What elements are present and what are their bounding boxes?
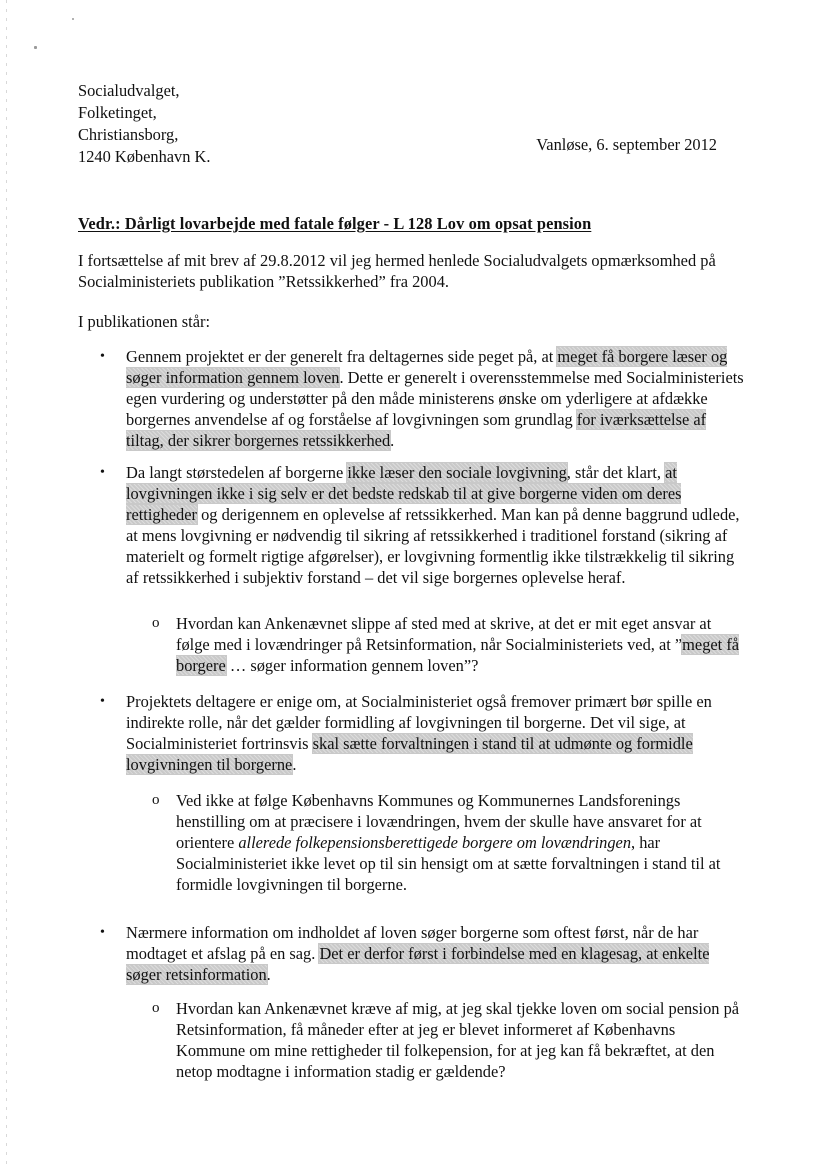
- highlighted-text: ikke læser den sociale lovgivning: [347, 463, 567, 482]
- quote-text: Projektets deltagere er enige om, at Socialministeriet også fremover primært bør spille en indirekte rolle, når det gælder formidling af lovgivningen til borgerne. Det vil sige, at Socialministeriet fortrinsvis: [126, 692, 712, 753]
- quote-text: Nærmere information om indholdet af loven søger borgerne som oftest først, når de har modtaget et afslag på en sag.: [126, 923, 699, 963]
- comment-text: … søger information gennem loven”?: [225, 656, 479, 675]
- quote-text: og derigennem en oplevelse af retssikkerhed. Man kan på denne baggrund udlede, at mens lovgivning er nødvendig til sikring af retssikkerhed i traditionel forstand (sikring af materielt og formelt rigtige afgørelser), er lovgivning formentlig ikke tilstrækkelig til sikring af retssikkerhed i subjektiv forstand – det vil sige borgernes oplevelse heraf.: [126, 505, 740, 587]
- lead-paragraph: I publikationen står:: [78, 312, 211, 331]
- comment-text: , har Socialministeriet ikke levet op til sin hensigt om at sætte forvaltningen i stand til at formidle lovgivningen til borgerne.: [176, 833, 721, 894]
- quote-text: Gennem projektet er der generelt fra deltagernes side peget på, at: [126, 347, 558, 366]
- quote-text: .: [266, 965, 271, 984]
- subject-line: Vedr.: Dårligt lovarbejde med fatale følger - L 128 Lov om opsat pension: [78, 214, 592, 233]
- address-line: Christiansborg,: [78, 125, 179, 144]
- sub-bullet-marker: o: [152, 792, 160, 808]
- quote-bullet-4: [126, 922, 746, 985]
- bullet-marker: •: [100, 349, 105, 364]
- scan-speck: [72, 18, 74, 20]
- highlighted-text: meget få borgere læser og søger information gennem loven: [126, 347, 728, 387]
- comment-text: Ved ikke at følge Københavns Kommunes og Kommunernes Landsforenings henstilling om at præcisere i lovændringen, hvem der skulle have ansvaret for at orientere: [176, 791, 702, 852]
- comment-2: [176, 790, 746, 895]
- bullet-marker: •: [100, 925, 105, 940]
- address-line: 1240 København K.: [78, 147, 211, 166]
- sub-bullet-marker: o: [152, 615, 160, 631]
- quote-text: , står det klart,: [566, 463, 666, 482]
- quote-text: Da langt størstedelen af borgerne: [126, 463, 348, 482]
- quote-text: .: [292, 755, 297, 774]
- quote-text: .: [390, 431, 395, 450]
- recipient-address: [78, 80, 378, 168]
- quote-bullet-2: [126, 462, 746, 588]
- address-line: Folketinget,: [78, 103, 157, 122]
- bullet-marker: •: [100, 465, 105, 480]
- comment-text: Hvordan kan Ankenævnet kræve af mig, at jeg skal tjekke loven om social pension på Retsinformation, få måneder efter at jeg er blevet informeret af Københavns Kommune om mine rettigheder til folkepension, for at jeg kan få bekræftet, at den netop modtagne i information stadig er gældende?: [176, 999, 740, 1081]
- quote-bullet-1: [126, 346, 746, 451]
- bullet-marker: •: [100, 694, 105, 709]
- emphasized-text: allerede folkepensionsberettigede borgere om lovændringen: [238, 833, 632, 852]
- highlighted-text: meget få borgere: [176, 635, 740, 675]
- highlighted-text: Det er derfor først i forbindelse med en klagesag, at enkelte søger retsinformation: [126, 944, 710, 984]
- scan-speck: [34, 46, 37, 49]
- scan-edge: [6, 0, 7, 1168]
- comment-text: Hvordan kan Ankenævnet slippe af sted med at skrive, at det er mit eget ansvar at følge med i lovændringer på Retsinformation, når Socialministeriets ved, at ”: [176, 614, 712, 654]
- quote-bullet-3: [126, 691, 746, 775]
- address-line: Socialudvalget,: [78, 81, 180, 100]
- highlighted-text: skal sætte forvaltningen i stand til at udmønte og formidle lovgivningen til borgerne: [126, 734, 693, 774]
- highlighted-text: at lovgivningen ikke i sig selv er det bedste redskab til at give borgerne viden om deres rettigheder: [126, 463, 682, 524]
- highlighted-text: for iværksættelse af tiltag, der sikrer borgernes retssikkerhed: [126, 410, 707, 450]
- comment-1: [176, 613, 746, 676]
- intro-paragraph: I fortsættelse af mit brev af 29.8.2012 vil jeg hermed henlede Socialudvalgets opmærksomhed på Socialministeriets publikation ”Retssikkerhed” fra 2004.: [78, 251, 716, 291]
- quote-text: . Dette er generelt i overensstemmelse med Socialministeriets egen vurdering og understøtter på den måde ministerens ønske om yderligere at afdække borgernes anvendelse af og forståelse af lovgivningen som grundlag: [126, 368, 744, 429]
- sub-bullet-marker: o: [152, 1000, 160, 1016]
- place-date: Vanløse, 6. september 2012: [536, 135, 717, 154]
- comment-3: [176, 998, 746, 1082]
